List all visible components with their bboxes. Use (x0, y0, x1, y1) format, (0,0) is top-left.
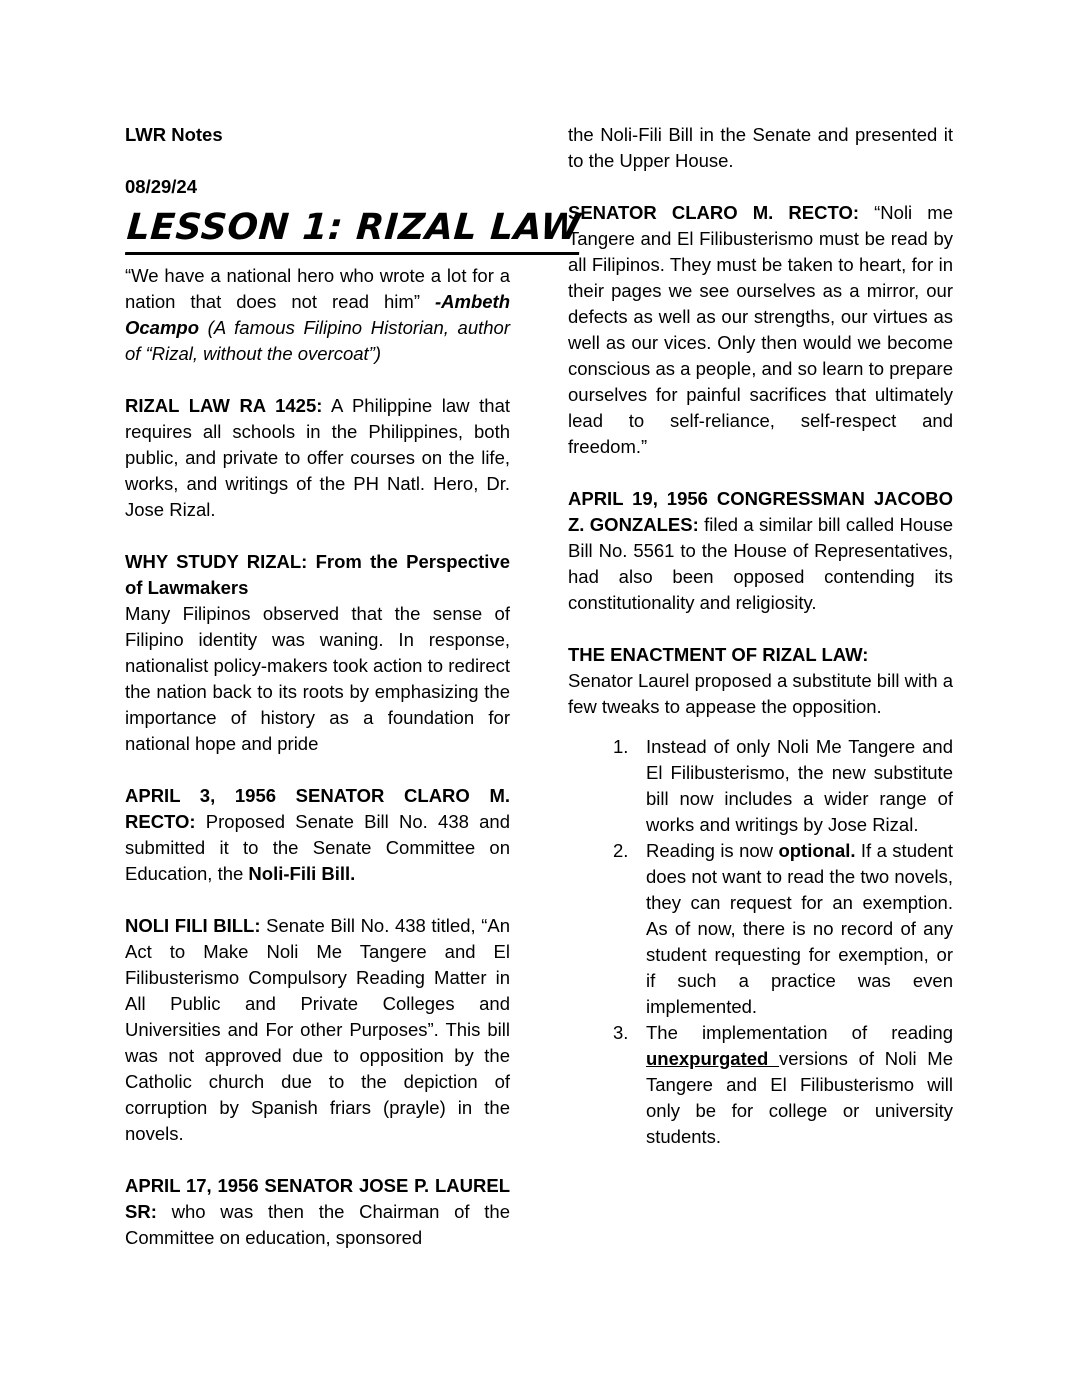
notes-date: 08/29/24 (125, 176, 198, 197)
list-item-text-before: Reading is now (646, 840, 779, 861)
why-study-heading-text: WHY STUDY RIZAL: From the Perspective of Lawmakers (125, 551, 510, 598)
epigraph-attribution: -Ambeth Ocampo (125, 291, 510, 338)
list-item-text-before: The implementation of reading (646, 1022, 953, 1043)
list-item-text-after: If a student does not want to read the two novels, they can request for an exemption. As of now, there is no record of any student requesting for exemption, or if such a practice was even implemented. (646, 840, 953, 1017)
why-study-body: Many Filipinos observed that the sense of Filipino identity was waning. In response, nationalist policy-makers took action to redirect the nation back to its roots by emphasizing the importance of history as a foundation for national hope and pride (125, 603, 510, 754)
april3-body: Proposed Senate Bill No. 438 and submitted it to the Senate Committee on Education, the (125, 811, 510, 884)
epigraph-parenthetical: (A famous Filipino Historian, author of “Rizal, without the overcoat”) (125, 317, 510, 364)
april17-paragraph (125, 1173, 510, 1251)
noli-fili-lead: NOLI FILI BILL: (125, 915, 261, 936)
april19-lead: APRIL 19, 1956 CONGRESSMAN JACOBO Z. GONZALES: (568, 488, 953, 535)
enactment-change-list (568, 734, 953, 1150)
rizal-law-lead: RIZAL LAW RA 1425: (125, 395, 323, 416)
rizal-law-body: A Philippine law that requires all schools in the Philippines, both public, and private to offer courses on the life, works, and writings of the PH Natl. Hero, Dr. Jose Rizal. (125, 395, 511, 520)
rizal-law-paragraph (125, 393, 510, 523)
list-item-emphasis: optional. (778, 840, 856, 861)
april19-paragraph (568, 486, 953, 616)
spacer (125, 148, 510, 174)
right-column (568, 122, 953, 1150)
list-item (568, 734, 953, 838)
epigraph-quote: “We have a national hero who wrote a lot for a nation that does not read him” (125, 265, 510, 312)
april17-lead: APRIL 17, 1956 SENATOR JOSE P. LAUREL SR: (125, 1175, 510, 1222)
why-study-heading (125, 549, 510, 601)
recto-quote-lead: SENATOR CLARO M. RECTO: (568, 202, 860, 223)
continuation-paragraph: the Noli-Fili Bill in the Senate and presented it to the Upper House. (568, 124, 953, 171)
april3-emphasis: Noli-Fili Bill. (248, 863, 356, 884)
list-item-text-after: versions of Noli Me Tangere and El Filibusterismo will only be for college or university students. (646, 1048, 953, 1147)
noli-fili-body: Senate Bill No. 438 titled, “An Act to Make Noli Me Tangere and El Filibusterismo Compulsory Reading Matter in All Public and Private Colleges and Universities and For other Purposes”. This bill was not approved due to opposition by the Catholic church due to the depiction of corruption by Spanish friars (prayle) in the novels. (125, 915, 510, 1144)
april19-body: filed a similar bill called House Bill No. 5561 to the House of Representatives, had also been opposed contending its constitutionality and religiosity. (568, 514, 953, 613)
lesson-title: LESSON 1: RIZAL LAW (125, 206, 582, 255)
two-column-layout (125, 122, 953, 1302)
recto-quote-body: “Noli me Tangere and El Filibusterismo must be read by all Filipinos. They must be taken to heart, for in their pages we see ourselves as a mirror, our defects as well as our strengths, our virtues as well as our vices. Only then would we become conscious as a people, and so learn to prepare ourselves for painful sacrifices that ultimately lead to self-reliance, self-respect and freedom.” (568, 202, 953, 457)
list-item (568, 838, 953, 1020)
list-item-emphasis: unexpurgated (646, 1048, 780, 1069)
enactment-heading-text: THE ENACTMENT OF RIZAL LAW: (568, 644, 869, 665)
notes-header-label: LWR Notes (125, 124, 223, 145)
april17-body: who was then the Chairman of the Committee on education, sponsored (125, 1201, 510, 1248)
noli-fili-paragraph (125, 913, 510, 1147)
enactment-heading (568, 642, 953, 668)
list-item-text-before: Instead of only Noli Me Tangere and El Filibusterismo, the new substitute bill now includes a wider range of works and writings by Jose Rizal. (646, 736, 953, 835)
list-item (568, 1020, 953, 1150)
left-column (125, 122, 583, 1251)
recto-quote-paragraph (568, 200, 953, 460)
april3-lead: APRIL 3, 1956 SENATOR CLARO M. RECTO: (125, 785, 510, 832)
april3-paragraph (125, 783, 510, 887)
epigraph-paragraph (125, 263, 510, 367)
enactment-body: Senator Laurel proposed a substitute bill with a few tweaks to appease the opposition. (568, 670, 953, 717)
